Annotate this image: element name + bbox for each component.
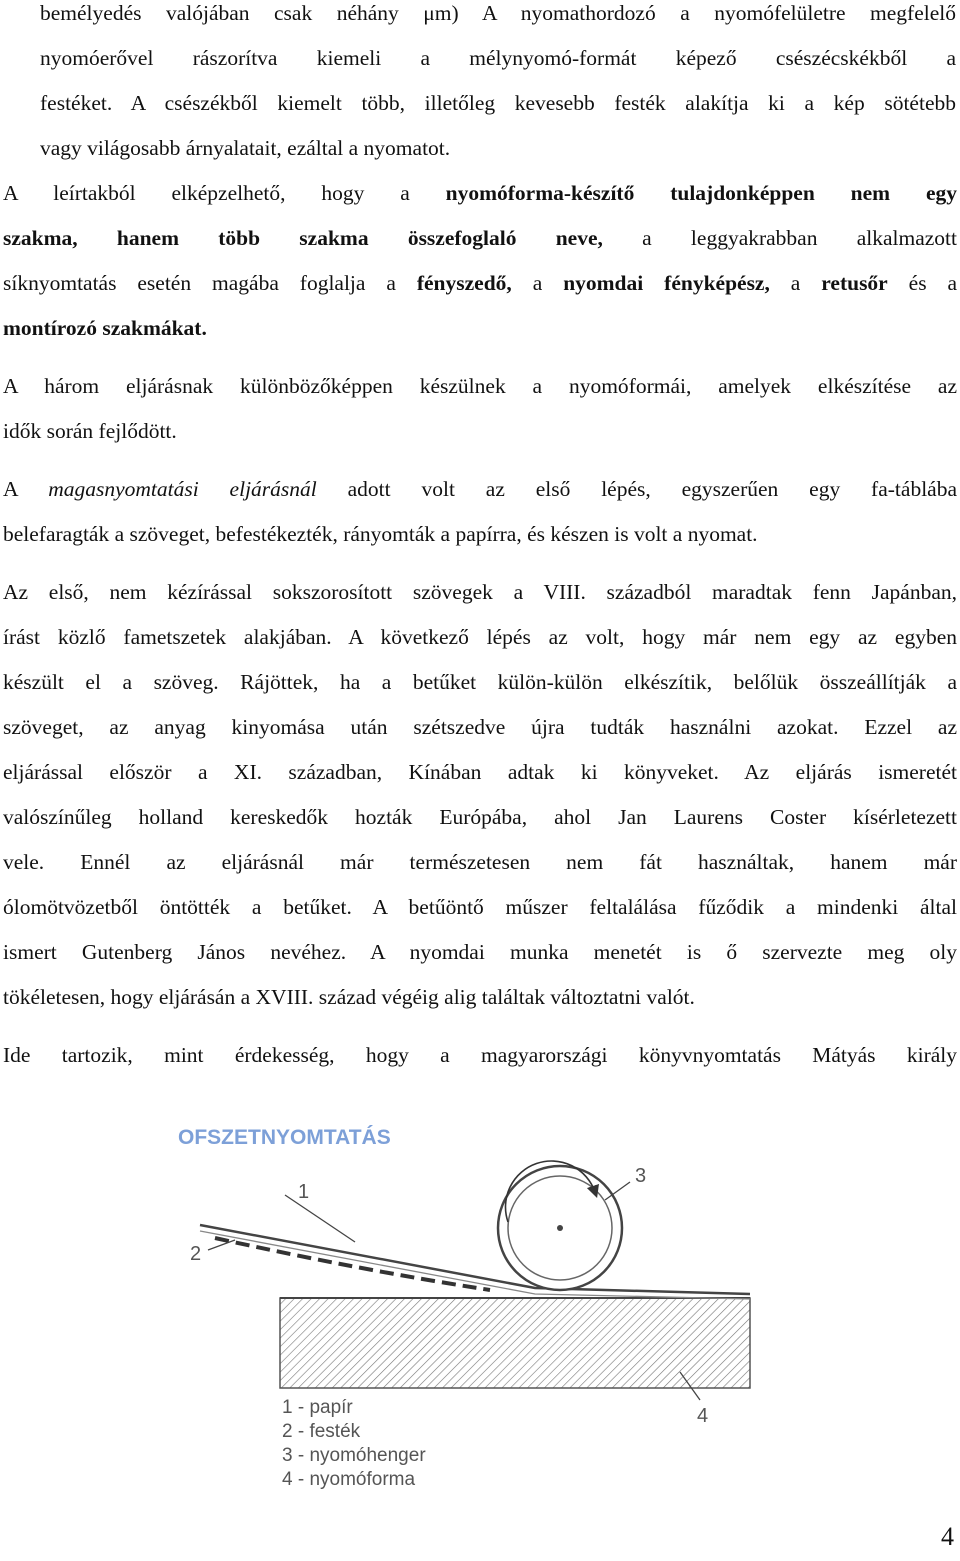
bold-run: fényszedő, [416, 271, 512, 295]
text-run: a [511, 271, 564, 295]
text-line [3, 306, 957, 351]
text-line: szöveget, az anyag kinyomása után szétszedve újra tudták használni azokat. Ezzel az [3, 715, 957, 739]
text-run: és a [887, 271, 958, 295]
text-run: a leggyakrabban alkalmazott [602, 226, 957, 250]
paragraph-three-processes [3, 364, 957, 454]
text-line: ólomötvözetből öntötték a betűket. A betűöntő műszer feltalálása fűződik a mindenki által [3, 895, 957, 919]
legend-item: 4 - nyomóforma [282, 1469, 416, 1490]
legend-item: 1 - papír [282, 1397, 353, 1418]
bold-run: montírozó szakmákat. [3, 316, 207, 340]
ink-layer [215, 1238, 490, 1290]
legend-item: 2 - festék [282, 1421, 361, 1442]
text-line: Ide tartozik, mint érdekesség, hogy a magyarországi könyvnyomtatás Mátyás király [3, 1043, 957, 1067]
callout-3: 3 [635, 1165, 647, 1187]
paragraph-profession [3, 171, 957, 351]
text-run: a [769, 271, 822, 295]
callout-1: 1 [298, 1181, 310, 1203]
bold-run: retusőr [821, 271, 888, 295]
paragraph-history [3, 570, 957, 1020]
paper-sheet [200, 1225, 750, 1294]
text-line: ismert Gutenberg János nevéhez. A nyomdai munka menetét is ő szervezte meg oly [3, 940, 957, 964]
text-line: vele. Ennél az eljárásnál már természetesen nem fát használtak, hanem már [3, 850, 957, 874]
text-line: belefaragták a szöveget, befestékezték, rányomták a papírra, és készen is volt a nyomat. [3, 522, 758, 546]
paragraph-letterpress [3, 467, 957, 557]
offset-printing-diagram [160, 1110, 800, 1510]
text-line: Az első, nem kézírással sokszorosított szövegek a VIII. századból maradtak fenn Japánban, [3, 580, 957, 604]
figure-title: OFSZETNYOMTATÁS [178, 1126, 391, 1149]
text-line: nyomóerővel rászorítva kiemeli a mélynyomó-formát képező csészécskékből a [40, 46, 956, 70]
text-line: festéket. A csészékből kiemelt több, illetőleg kevesebb festék alakítja ki a kép sötétebb [40, 91, 956, 115]
text-line: valószínűleg holland kereskedők hozták Európába, ahol Jan Laurens Coster kísérletezett [3, 805, 957, 829]
cylinder-axis [557, 1225, 563, 1231]
bold-run: nyomdai fényképész, [563, 271, 770, 295]
text-line: vagy világosabb árnyalatait, ezáltal a nyomatot. [40, 136, 451, 160]
text-run: adott volt az első lépés, egyszerűen egy fa-táblába [316, 477, 957, 501]
callout-line-1 [285, 1195, 355, 1242]
text-line [3, 216, 957, 261]
italic-run: magasnyomtatási eljárásnál [48, 477, 317, 501]
paragraph-matyas [3, 1033, 957, 1078]
text-line [3, 467, 957, 512]
callout-4: 4 [697, 1405, 709, 1427]
text-line [3, 171, 957, 216]
text-run: síknyomtatás esetén magába foglalja a [3, 271, 417, 295]
intro-paragraph [40, 0, 956, 171]
legend-item: 3 - nyomóhenger [282, 1445, 426, 1466]
text-line: A három eljárásnak különbözőképpen készülnek a nyomóformái, amelyek elkészítése az [3, 374, 957, 398]
page-number: 4 [941, 1522, 954, 1551]
bold-run: szakma, hanem több szakma összefoglaló neve, [3, 226, 603, 250]
text-line: írást közlő fametszetek alakjában. A következő lépés az volt, hogy már nem egy az egyben [3, 625, 957, 649]
printing-plate-shape [280, 1298, 750, 1388]
figure-legend [282, 1397, 426, 1490]
text-line: eljárással először a XI. században, Kínában adtak ki könyveket. Az eljárás ismeretét [3, 760, 957, 784]
text-line: bemélyedés valójában csak néhány μm) A nyomathordozó a nyomófelületre megfelelő [40, 1, 956, 25]
callout-line-2 [208, 1240, 235, 1250]
text-line: készült el a szöveg. Rájöttek, ha a betűket külön-külön elkészítik, belőlük összeállítják a [3, 670, 957, 694]
text-line [3, 261, 957, 306]
callout-2: 2 [190, 1243, 202, 1265]
text-run: A leírtakból elképzelhető, hogy a [3, 181, 446, 205]
text-run: A [3, 477, 49, 501]
bold-run: nyomóforma-készítő tulajdonképpen nem egy [445, 181, 957, 205]
text-line: tökéletesen, hogy eljárásán a XVIII. század végéig alig találtak változtatni valót. [3, 985, 695, 1009]
text-line: idők során fejlődött. [3, 419, 177, 443]
